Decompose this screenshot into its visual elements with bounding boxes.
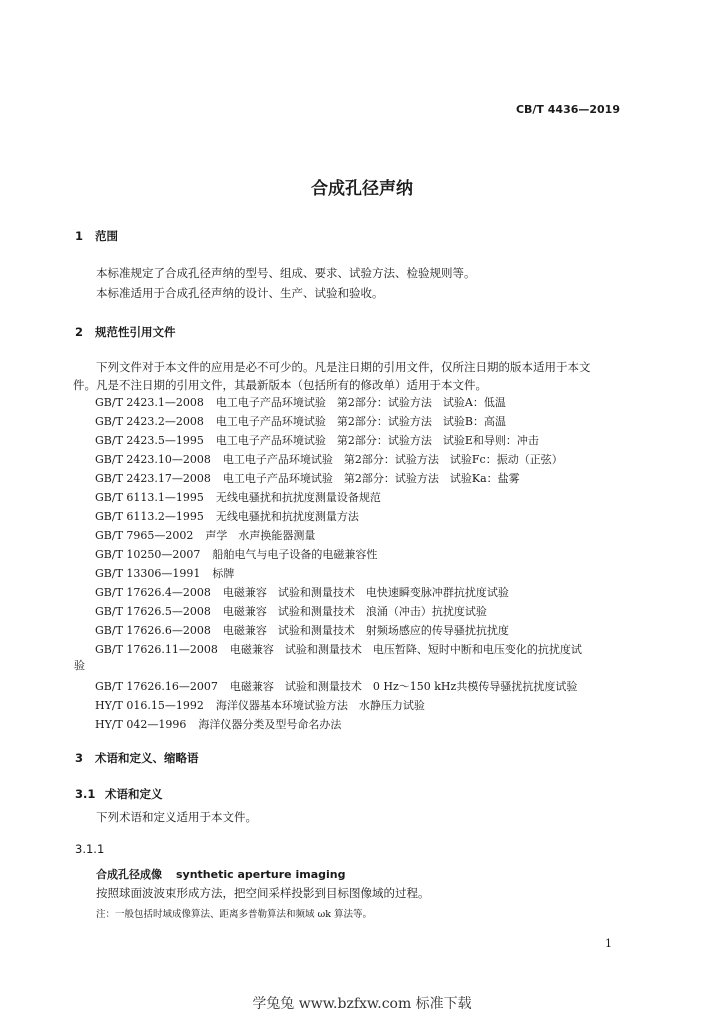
reference-title: 无线电骚扰和抗扰度测量设备规范	[215, 491, 381, 504]
reference-code: GB/T 17626.11—2008	[95, 643, 218, 656]
reference-title: 声学 水声换能器测量	[205, 529, 316, 542]
reference-title: 电磁兼容 试验和测量技术 电快速瞬变脉冲群抗扰度试验	[222, 586, 509, 599]
reference-code: GB/T 17626.5—2008	[95, 605, 211, 618]
reference-code: GB/T 2423.5—1995	[95, 434, 204, 447]
term-definition: 按照球面波波束形成方法，把空间采样投影到目标图像域的过程。	[96, 886, 430, 900]
reference-title: 电工电子产品环境试验 第2部分：试验方法 试验Fc：振动（正弦）	[222, 453, 563, 466]
reference-item	[95, 622, 509, 640]
reference-code: GB/T 13306—1991	[95, 567, 201, 580]
reference-title: 电磁兼容 试验和测量技术 射频场感应的传导骚扰抗扰度	[222, 624, 509, 637]
section-2-intro-line-2: 件。凡是不注日期的引用文件，其最新版本（包括所有的修改单）适用于本文件。	[73, 378, 487, 392]
subsection-3-1-heading	[75, 786, 163, 802]
section-3-number: 3	[75, 751, 84, 765]
section-1-para-1: 本标准规定了合成孔径声纳的型号、组成、要求、试验方法、检验规则等。	[96, 266, 476, 280]
reference-title: 电工电子产品环境试验 第2部分：试验方法 试验A：低温	[215, 396, 506, 409]
reference-code: GB/T 2423.17—2008	[95, 472, 211, 485]
reference-code: GB/T 6113.2—1995	[95, 510, 204, 523]
reference-title: 电工电子产品环境试验 第2部分：试验方法 试验E和导则：冲击	[215, 434, 539, 447]
reference-item	[95, 678, 577, 696]
section-2-title: 规范性引用文件	[95, 325, 176, 339]
reference-title: 海洋仪器分类及型号命名办法	[198, 718, 342, 731]
reference-item	[95, 584, 509, 602]
reference-item	[95, 641, 582, 659]
subsection-3-1-para: 下列术语和定义适用于本文件。	[96, 810, 257, 824]
reference-code: GB/T 2423.1—2008	[95, 396, 204, 409]
reference-title: 无线电骚扰和抗扰度测量方法	[215, 510, 359, 523]
reference-item	[95, 697, 425, 715]
reference-title-continuation: 验	[74, 659, 85, 672]
reference-item	[95, 489, 381, 507]
reference-code: GB/T 2423.10—2008	[95, 453, 211, 466]
reference-item	[95, 603, 487, 621]
reference-code: GB/T 2423.2—2008	[95, 415, 204, 428]
reference-item	[95, 508, 359, 526]
reference-code: GB/T 10250—2007	[95, 548, 201, 561]
reference-title: 船舶电气与电子设备的电磁兼容性	[212, 548, 378, 561]
reference-code: GB/T 17626.4—2008	[95, 586, 211, 599]
reference-code: GB/T 6113.1—1995	[95, 491, 204, 504]
reference-item-continuation	[74, 657, 85, 675]
section-2-number: 2	[75, 325, 84, 339]
reference-code: GB/T 17626.6—2008	[95, 624, 211, 637]
document-title: 合成孔径声纳	[311, 179, 413, 199]
section-1-heading	[75, 228, 118, 244]
page-number: 1	[605, 937, 612, 950]
term-note: 注：一般包括时域成像算法、距离多普勒算法和频域 ωk 算法等。	[96, 909, 373, 920]
reference-title: 标牌	[212, 567, 235, 580]
reference-item	[95, 527, 315, 545]
term-entry	[96, 866, 345, 882]
term-chinese: 合成孔径成像	[96, 868, 162, 881]
reference-item	[95, 716, 341, 734]
reference-code: HY/T 016.15—1992	[95, 699, 204, 712]
section-2-heading	[75, 324, 176, 340]
subsection-3-1-1-number: 3.1.1	[75, 842, 105, 856]
reference-title: 电工电子产品环境试验 第2部分：试验方法 试验Ka：盐雾	[222, 472, 520, 485]
reference-item	[95, 432, 539, 450]
section-1-number: 1	[75, 229, 84, 243]
footer-watermark: 学兔兔 www.bzfxw.com 标准下载	[252, 996, 472, 1012]
reference-title: 电磁兼容 试验和测量技术 浪涌（冲击）抗扰度试验	[222, 605, 487, 618]
reference-code: GB/T 7965—2002	[95, 529, 194, 542]
reference-title: 电磁兼容 试验和测量技术 电压暂降、短时中断和电压变化的抗扰度试	[229, 643, 582, 656]
subsection-3-1-title: 术语和定义	[105, 787, 163, 801]
section-1-title: 范围	[95, 229, 118, 243]
section-1-para-2: 本标准适用于合成孔径声纳的设计、生产、试验和验收。	[96, 286, 384, 300]
reference-item	[95, 451, 563, 469]
standard-code: CB/T 4436—2019	[515, 103, 620, 116]
section-3-title: 术语和定义、缩略语	[95, 751, 199, 765]
reference-code: HY/T 042—1996	[95, 718, 187, 731]
reference-item	[95, 470, 520, 488]
reference-code: GB/T 17626.16—2007	[95, 680, 218, 693]
section-2-intro-line-1: 下列文件对于本文件的应用是必不可少的。凡是注日期的引用文件，仅所注日期的版本适用于本文	[96, 360, 591, 374]
reference-item	[95, 546, 377, 564]
reference-title: 海洋仪器基本环境试验方法 水静压力试验	[215, 699, 425, 712]
subsection-3-1-number: 3.1	[75, 787, 96, 801]
reference-title: 电磁兼容 试验和测量技术 0 Hz～150 kHz共模传导骚扰抗扰度试验	[229, 680, 578, 693]
reference-item	[95, 565, 234, 583]
reference-item	[95, 413, 506, 431]
reference-title: 电工电子产品环境试验 第2部分：试验方法 试验B：高温	[215, 415, 506, 428]
term-english: synthetic aperture imaging	[176, 868, 346, 881]
reference-item	[95, 394, 506, 412]
section-3-heading	[75, 750, 199, 766]
